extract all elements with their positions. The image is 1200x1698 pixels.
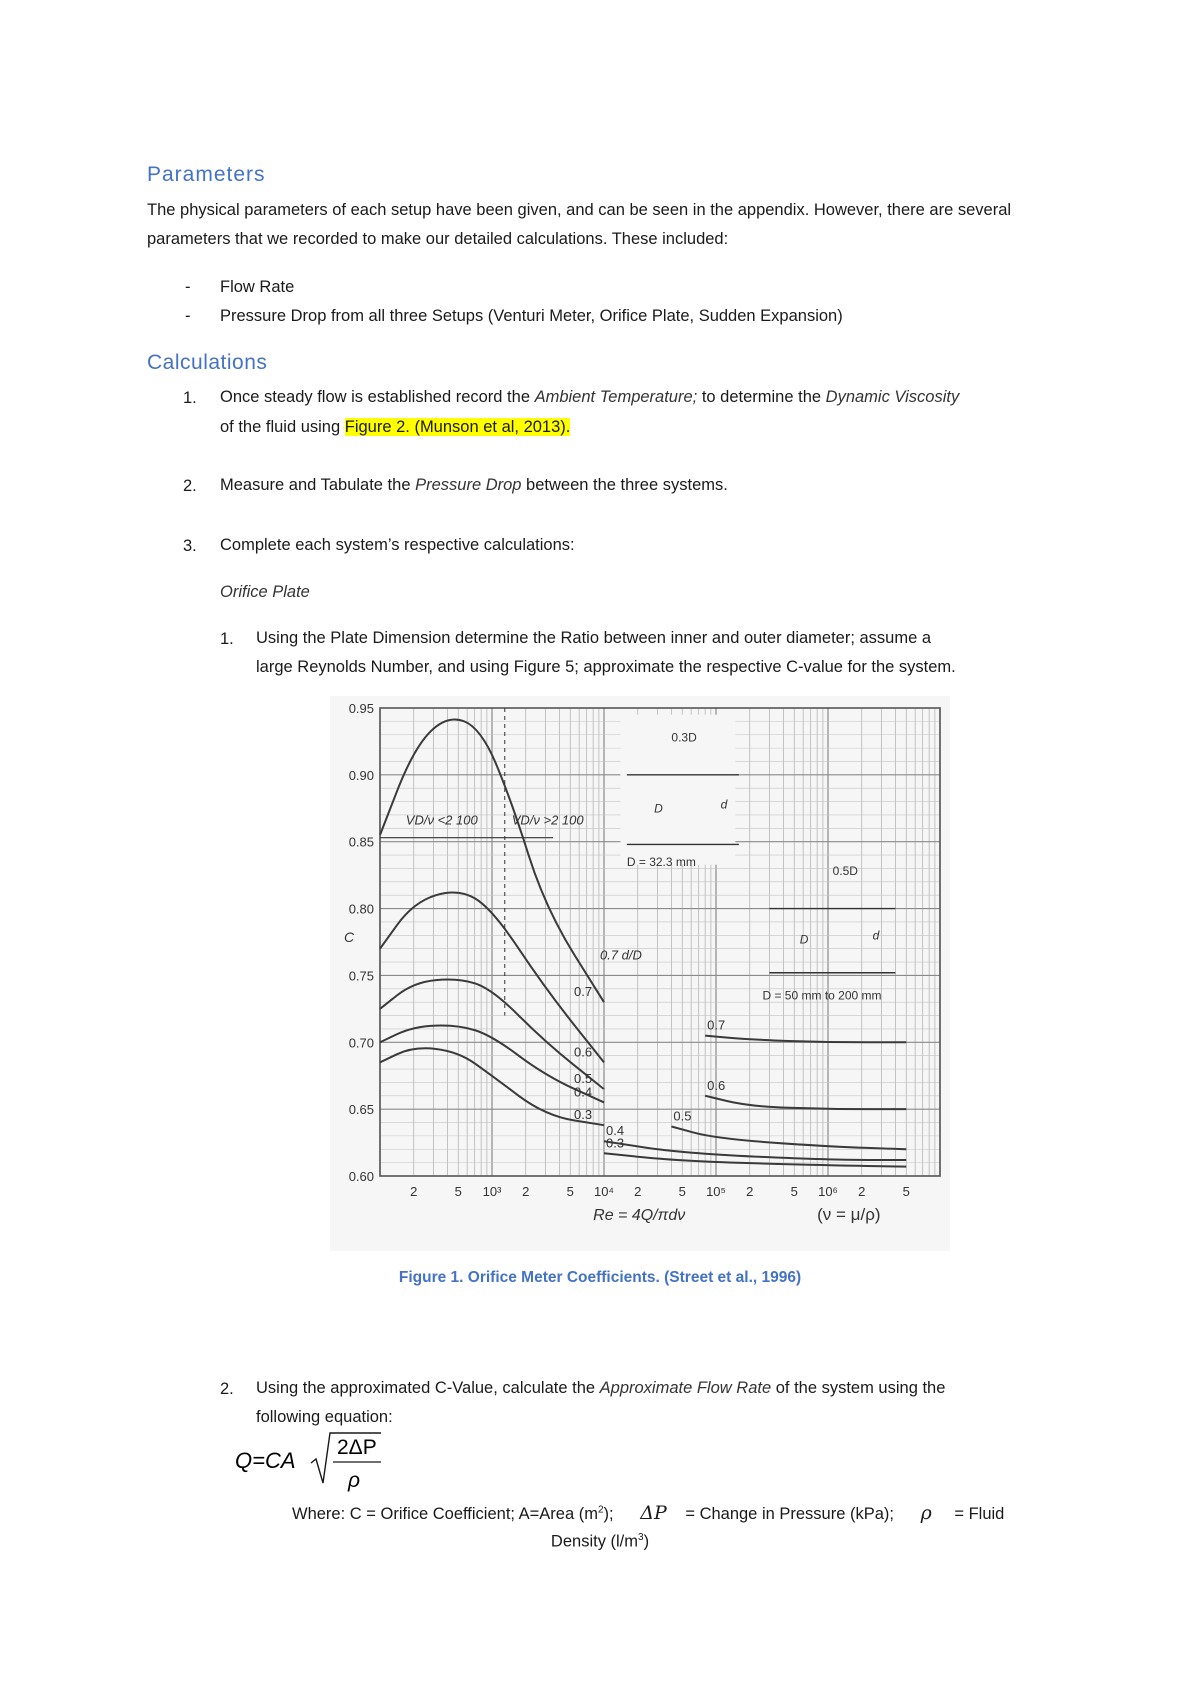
substep-2-line2: following equation: xyxy=(256,1408,393,1426)
y-axis-label: C xyxy=(344,929,355,945)
right-inset-dim: D = 50 mm to 200 mm xyxy=(762,988,882,1003)
x-tick-label: 2 xyxy=(410,1184,418,1199)
bullet-flow-rate: Flow Rate xyxy=(220,278,295,296)
y-tick-label: 0.60 xyxy=(348,1169,374,1184)
x-axis-label: Re = 4Q/πdν xyxy=(593,1207,686,1224)
x-tick-label: 2 xyxy=(746,1184,754,1199)
x-tick-label: 5 xyxy=(454,1184,462,1199)
parameters-paragraph: The physical parameters of each setup have been given, and can be seen in the appendix. However, there are several parameters that we recorded to make our detailed calculations. These included: xyxy=(147,201,1012,248)
right-inset-d-label: D xyxy=(799,932,809,947)
flow-rate-equation xyxy=(233,1425,433,1495)
series-label: 0.7 xyxy=(574,984,593,1000)
y-tick-label: 0.85 xyxy=(348,834,374,850)
x-tick-label: 5 xyxy=(678,1184,686,1199)
bullet-marker: - xyxy=(185,278,191,296)
y-tick-label: 0.90 xyxy=(348,767,374,783)
substep-2-line1: Using the approximated C-Value, calculate the Approximate Flow Rate of the system using the xyxy=(256,1379,946,1397)
x-tick-label: 2 xyxy=(522,1184,530,1199)
left-inset-d-label: D xyxy=(654,801,663,816)
delta-p-symbol: ΔP xyxy=(640,1502,667,1524)
figure-2-reference[interactable]: Figure 2. (Munson et al, 2013). xyxy=(344,418,571,436)
bullet-marker: - xyxy=(185,307,191,325)
substep-1-line2: large Reynolds Number, and using Figure 5; approximate the respective C-value for the system. xyxy=(256,658,956,676)
orifice-coefficient-chart xyxy=(330,696,950,1251)
x-tick-label: 10⁵ xyxy=(706,1184,726,1199)
left-inset-label: 0.3D xyxy=(671,730,697,745)
step-number: 1. xyxy=(183,389,197,407)
substep-number: 1. xyxy=(220,630,234,648)
step-1-text-line2: of the fluid using Figure 2. (Munson et al, 2013). xyxy=(220,418,571,436)
x-tick-label: 2 xyxy=(858,1184,866,1199)
rho-symbol: ρ xyxy=(920,1502,932,1524)
substep-1-line1: Using the Plate Dimension determine the Ratio between inner and outer diameter; assume a xyxy=(256,629,932,647)
series-label: 0.3 xyxy=(574,1107,593,1123)
x-tick-label: 5 xyxy=(790,1184,798,1199)
series-label: 0.7 xyxy=(707,1017,726,1033)
y-tick-label: 0.70 xyxy=(348,1035,374,1051)
calculations-heading: Calculations xyxy=(147,351,268,374)
y-tick-label: 0.75 xyxy=(348,968,374,984)
step-3-text: Complete each system’s respective calculations: xyxy=(220,536,575,554)
x-tick-label: 5 xyxy=(566,1184,574,1199)
step-number: 2. xyxy=(183,477,197,495)
x-tick-label: 10⁴ xyxy=(593,1184,615,1199)
series-label: 0.5 xyxy=(673,1108,692,1124)
left-inset-dim: D = 32.3 mm xyxy=(626,854,696,869)
right-inset-label: 0.5D xyxy=(832,864,858,879)
series-label: 0.4 xyxy=(606,1123,625,1139)
equation-numerator: 2ΔP xyxy=(337,1436,377,1459)
step-number: 3. xyxy=(183,537,197,555)
x-axis-note: (ν = μ/ρ) xyxy=(817,1205,881,1224)
x-tick-label: 5 xyxy=(902,1184,910,1199)
left-inset-small-d-label: d xyxy=(720,797,728,812)
right-inset-small-d-label: d xyxy=(872,928,880,943)
y-tick-label: 0.65 xyxy=(348,1102,374,1118)
series-label: 0.6 xyxy=(574,1044,593,1060)
series-label: 0.5 xyxy=(574,1071,593,1087)
series-label: 0.4 xyxy=(574,1084,593,1100)
laminar-annotation: VD/ν <2 100 xyxy=(405,812,478,828)
equation-where-line: Where: C = Orifice Coefficient; A=Area $(m^2)$; ΔP = Change in Pressure (kPa); ρ = Fluid xyxy=(292,1502,1005,1524)
x-tick-label: 10⁶ xyxy=(818,1184,838,1199)
equation-denominator: ρ xyxy=(348,1469,361,1492)
x-tick-label: 2 xyxy=(634,1184,642,1199)
x-tick-label: 10³ xyxy=(482,1184,502,1199)
equation-lhs: Q=CA xyxy=(235,1448,296,1473)
ratio-label: 0.7 d/D xyxy=(599,947,642,963)
series-label: 0.3 xyxy=(606,1135,625,1151)
step-2-text: Measure and Tabulate the Pressure Drop between the three systems. xyxy=(220,476,728,494)
turbulent-annotation: VD/ν >2 100 xyxy=(511,812,584,828)
bullet-pressure-drop: Pressure Drop from all three Setups (Venturi Meter, Orifice Plate, Sudden Expansion) xyxy=(220,307,843,325)
orifice-plate-subheading: Orifice Plate xyxy=(220,583,310,601)
step-1-text: Once steady flow is established record the Ambient Temperature; to determine the Dynamic Viscosity xyxy=(220,388,960,406)
parameters-heading: Parameters xyxy=(147,163,266,186)
equation-where-line2: Density $(l/m^3)$ xyxy=(550,1532,650,1551)
figure-caption: Figure 1. Orifice Meter Coefficients. (Street et al., 1996) xyxy=(398,1269,802,1286)
series-label: 0.6 xyxy=(707,1077,726,1093)
y-tick-label: 0.95 xyxy=(348,701,374,716)
y-tick-label: 0.80 xyxy=(348,901,374,917)
substep-number: 2. xyxy=(220,1380,234,1398)
